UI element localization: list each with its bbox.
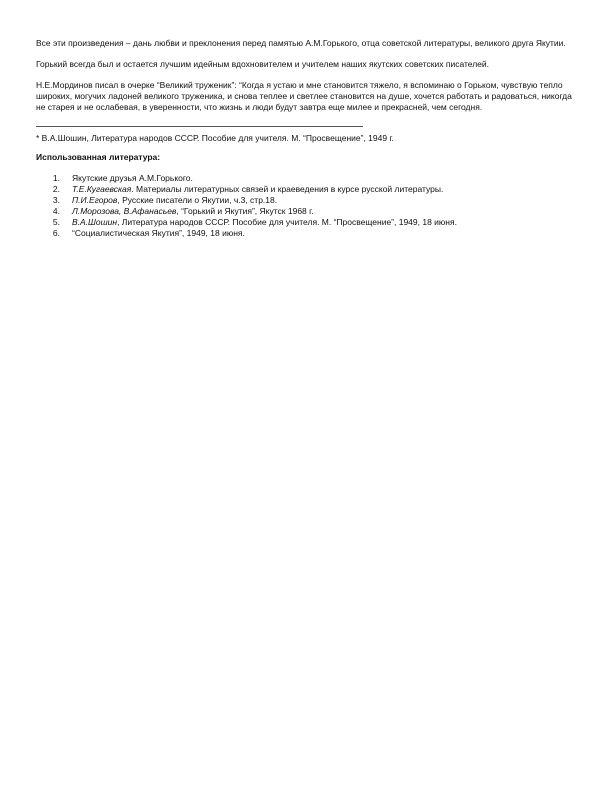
reference-author: Т.Е.Кугаевская: [72, 184, 132, 194]
reference-number: 3.: [52, 195, 60, 205]
reference-number: 5.: [52, 217, 60, 227]
paragraph-2: Горький всегда был и остается лучшим идейным вдохновителем и учителем наших якутских советских писателей.: [36, 59, 490, 69]
reference-text: “Социалистическая Якутия”, 1949, 18 июня.: [72, 228, 245, 238]
page-content: [36, 38, 581, 239]
reference-number: 6.: [52, 228, 60, 238]
reference-item: [36, 228, 581, 239]
reference-number: 2.: [52, 184, 60, 194]
reference-text: , Литература народов СССР. Пособие для учителя. М. “Просвещение”, 1949, 18 июня.: [117, 217, 457, 227]
references-list: [36, 173, 581, 239]
reference-author: Л.Морозова, В.Афанасьев: [72, 206, 177, 216]
reference-item: [36, 173, 581, 184]
reference-body: [72, 173, 193, 184]
reference-number: 1.: [52, 173, 60, 183]
reference-body: [72, 206, 314, 217]
paragraph-1: Все эти произведения – дань любви и преклонения перед памятью А.М.Горького, отца советской литературы, великого друга Якутии.: [36, 38, 566, 48]
reference-item: [36, 206, 581, 217]
references-heading: Использованная литература:: [36, 152, 161, 162]
reference-body: [72, 184, 443, 195]
reference-author: В.А.Шошин: [72, 217, 118, 227]
reference-item: [36, 217, 581, 228]
reference-item: [36, 184, 581, 195]
reference-text: , “Горький и Якутия”, Якутск 1968 г.: [176, 206, 314, 216]
reference-body: [72, 228, 245, 239]
footnote-divider: [36, 126, 363, 127]
paragraph-3: Н.Е.Мординов писал в очерке “Великий труженик”: “Когда я устаю и мне становится тяжело, я вспоминаю о Горьком, чувствую тепло широких, могучих ладоней великого труженика, и снова теплее и светлее становится на душе, хочется работать и радоваться, никогда не старея и не ослабевая, в уверенности, что жизнь и люди будут завтра еще милее и прекрасней, чем сегодня.: [36, 80, 572, 112]
reference-body: [72, 217, 457, 228]
footnote: * В.А.Шошин, Литература народов СССР. Пособие для учителя. М. “Просвещение”, 1949 г.: [36, 133, 394, 143]
reference-item: [36, 195, 581, 206]
reference-number: 4.: [52, 206, 60, 216]
reference-text: , Русские писатели о Якутии, ч.3, стр.18.: [117, 195, 278, 205]
reference-author: П.И.Егоров: [72, 195, 118, 205]
reference-text: Якутские друзья А.М.Горького.: [72, 173, 193, 183]
reference-body: [72, 195, 277, 206]
reference-text: . Материалы литературных связей и краеведения в курсе русской литературы.: [131, 184, 444, 194]
